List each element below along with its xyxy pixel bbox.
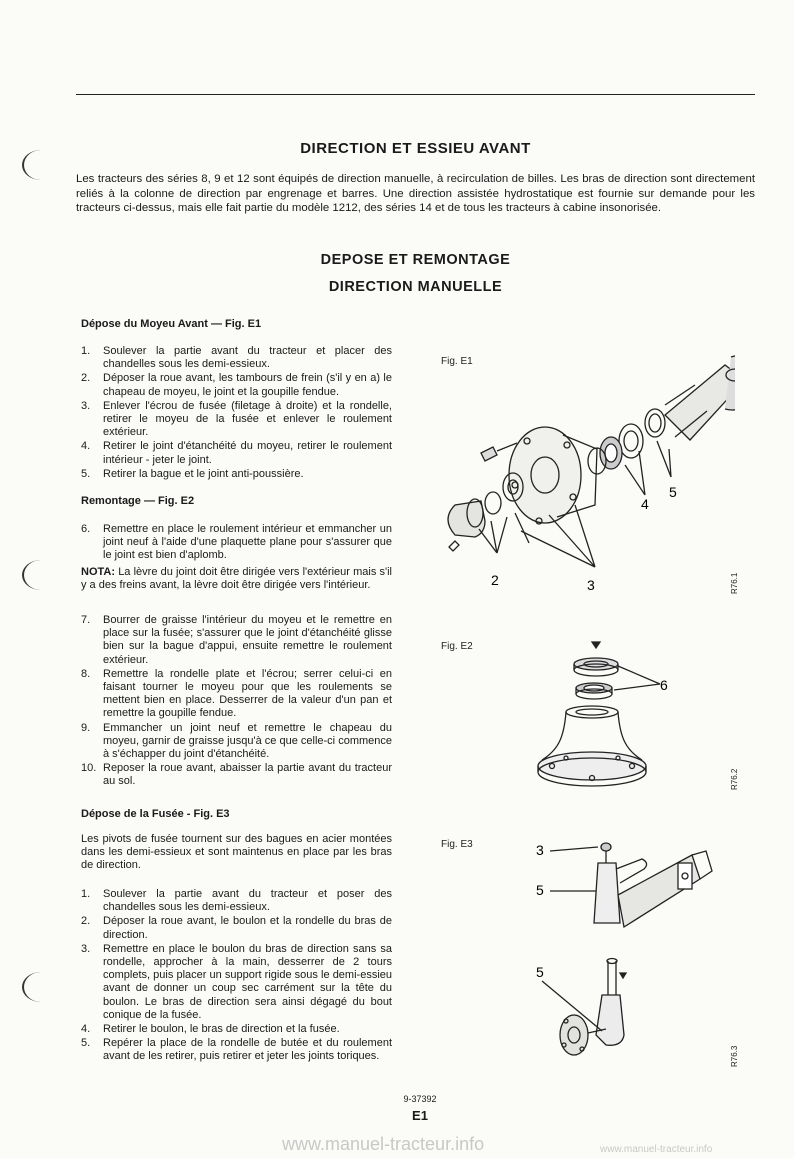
list-item: 5. Repérer la place de la rondelle de butée et du roulement avant de les retirer, puis retirer et jeter les joints toriques. bbox=[81, 1037, 392, 1063]
list-item: 4. Retirer le joint d'étanchéité du moyeu, retirer le roulement intérieur - jeter le joint. bbox=[81, 440, 392, 466]
list-item: 6. Remettre en place le roulement intérieur et emmancher un joint neuf à l'aide d'une plaquette plane pour s'assurer que le joint est bien d'aplomb. bbox=[81, 523, 392, 562]
watermark-right: www.manuel-tracteur.info bbox=[600, 1144, 713, 1155]
list-item: 9. Emmancher un joint neuf et remettre le chapeau du moyeu, garnir de graisse jusqu'à ce que celle-ci commence à s'échapper du joint d'étanchéité. bbox=[81, 721, 392, 761]
list-item: 4. Retirer le boulon, le bras de direction et la fusée. bbox=[81, 1023, 340, 1036]
list-item: 1. Soulever la partie avant du tracteur et placer des chandelles sous les demi-essieux. bbox=[81, 345, 392, 371]
list-item: 3. Remettre en place le boulon du bras de direction sans sa rondelle, approcher à la main, desserrer de 2 tours complets, puis placer un support rigide sous le demi-essieu avant de donner un coup sec carrément sur la tête du boulon. Le bras de direction sera ainsi dégagé du bout conique de la fusée. bbox=[81, 942, 392, 1021]
list-item: 5. Retirer la bague et le joint anti-poussière. bbox=[81, 467, 304, 480]
fig-e3-knuckle-drawing bbox=[532, 835, 732, 1075]
punch-hole-mark bbox=[22, 972, 60, 1002]
depose-moyeu-heading: Dépose du Moyeu Avant — Fig. E1 bbox=[81, 318, 262, 330]
fig-e3-callout-5-upper: 5 bbox=[536, 882, 544, 898]
punch-hole-mark bbox=[22, 560, 60, 590]
fig-e3-label: Fig. E3 bbox=[441, 839, 473, 850]
depose-fusee-heading: Dépose de la Fusée - Fig. E3 bbox=[81, 808, 230, 820]
fig-e1-callout-2: 2 bbox=[491, 572, 499, 588]
list-item: 3. Enlever l'écrou de fusée (filetage à droite) et la rondelle, retirer le moyeu de la fusée et enlever le roulement extérieur. bbox=[81, 399, 392, 439]
fig-e2-callout-6: 6 bbox=[660, 677, 668, 693]
depose-fusee-list bbox=[81, 888, 392, 1065]
page-number: E1 bbox=[412, 1108, 428, 1123]
list-item: 10. Reposer la roue avant, abaisser la partie avant du tracteur au sol. bbox=[81, 762, 392, 788]
fig-e2-hub-drawing bbox=[530, 638, 690, 788]
list-item: 7. Bourrer de graisse l'intérieur du moyeu et le remettre en place sur la fusée; s'assurer que le joint d'étanchéité glisse bien sur la bague d'appui, ensuite remettre le roulement extérieur. bbox=[81, 614, 392, 666]
list-item: 2. Déposer la roue avant, les tambours de frein (s'il y en a) le chapeau de moyeu, le joint et la goupille fendue. bbox=[81, 372, 392, 398]
fig-e2-code: R76.2 bbox=[730, 768, 739, 790]
depose-fusee-intro: Les pivots de fusée tournent sur des bagues en acier montées dans les demi-essieux et sont maintenus en place par les bras de direction. bbox=[81, 833, 392, 872]
document-code: 9-37392 bbox=[403, 1094, 437, 1104]
list-item: 1. Soulever la partie avant du tracteur et poser des chandelles sous les demi-essieux. bbox=[81, 888, 392, 914]
section-subtitle: DIRECTION MANUELLE bbox=[328, 279, 503, 295]
fig-e1-hub-drawing bbox=[435, 345, 735, 595]
fig-e3-callout-5-lower: 5 bbox=[536, 964, 544, 980]
fig-e1-callout-5: 5 bbox=[669, 484, 677, 500]
fig-e2-label: Fig. E2 bbox=[441, 641, 473, 652]
nota-paragraph: NOTA: La lèvre du joint doit être dirigée vers l'extérieur mais s'il y a des freins avant, la lèvre doit être dirigée vers l'intérieur. bbox=[81, 566, 392, 592]
fig-e1-callout-4: 4 bbox=[641, 496, 649, 512]
depose-moyeu-list bbox=[81, 345, 392, 482]
fig-e3-callout-3: 3 bbox=[536, 842, 544, 858]
remontage-list-start bbox=[81, 523, 392, 564]
fig-e3-code: R76.3 bbox=[730, 1045, 739, 1067]
fig-e1-code: R76.1 bbox=[730, 572, 739, 594]
fig-e1-callout-3: 3 bbox=[587, 577, 595, 593]
remontage-list bbox=[81, 614, 392, 790]
remontage-heading: Remontage — Fig. E2 bbox=[81, 495, 195, 507]
watermark-center: www.manuel-tracteur.info bbox=[282, 1134, 485, 1154]
intro-paragraph: Les tracteurs des séries 8, 9 et 12 sont équipés de direction manuelle, à recirculation de billes. Les bras de direction sont directement reliés à la colonne de direction par engrenage et barres. Une direction assistée hydrostatique est fournie sur demande pour les tracteurs ci-dessus, mais elle fait partie du modèle 1212, des séries 14 et de tous les tracteurs à cabine insonorisée. bbox=[76, 173, 755, 214]
page-title: DIRECTION ET ESSIEU AVANT bbox=[300, 140, 531, 157]
header-rule bbox=[76, 94, 755, 95]
list-item: 8. Remettre la rondelle plate et l'écrou; serrer celui-ci en faisant tourner le moyeu pour que les roulements se mettent bien en place. Desserrer de la valeur d'un pan et remettre la goupille fendue. bbox=[81, 667, 392, 720]
punch-hole-mark bbox=[22, 150, 60, 180]
fig-e1-label: Fig. E1 bbox=[441, 356, 473, 367]
section-title: DEPOSE ET REMONTAGE bbox=[320, 252, 511, 268]
list-item: 2. Déposer la roue avant, le boulon et la rondelle du bras de direction. bbox=[81, 915, 392, 941]
